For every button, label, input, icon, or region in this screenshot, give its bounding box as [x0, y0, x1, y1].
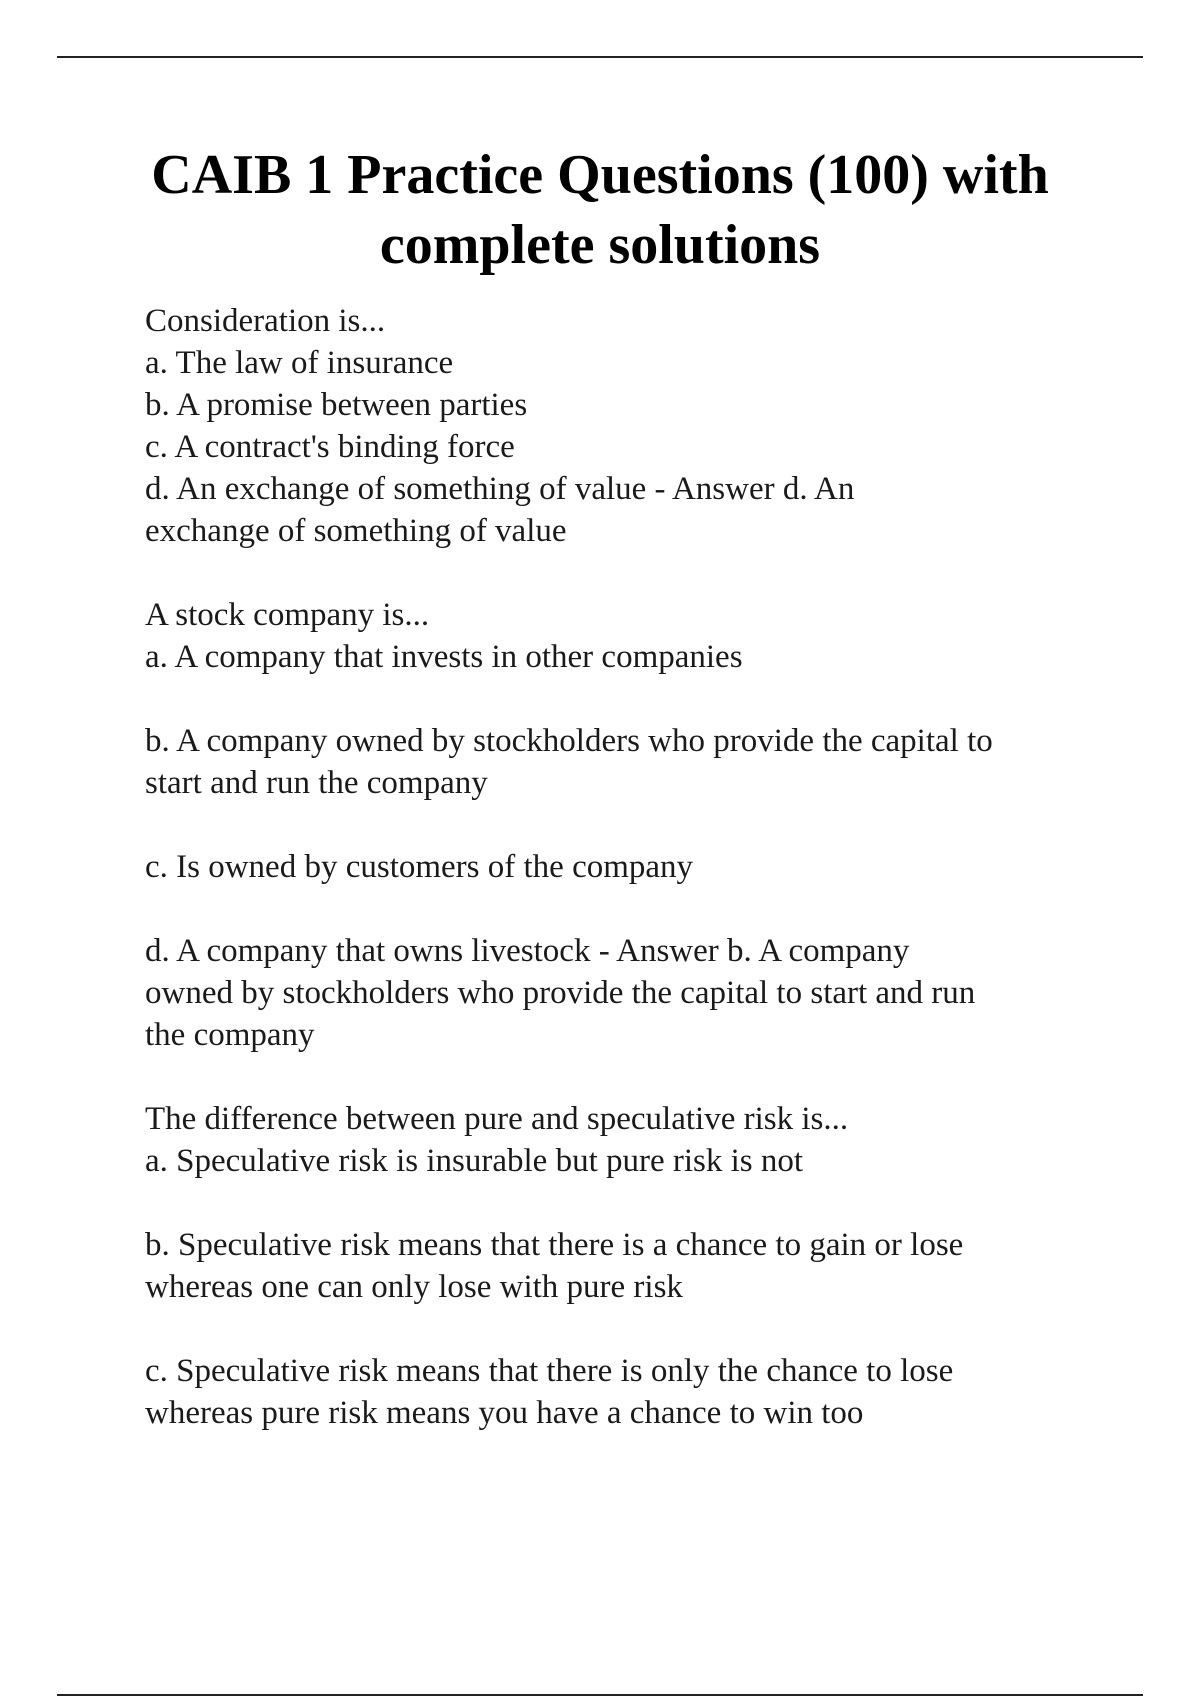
spacer: [145, 804, 1105, 846]
question-3-text: The difference between pure and speculative risk is...: [145, 1101, 849, 1137]
spacer: [145, 1182, 1105, 1224]
title-line-1: CAIB 1 Practice Questions (100) with: [151, 144, 1049, 206]
question-2-option-d-answer-line-3: the company: [145, 1017, 315, 1053]
question-1-option-d-answer-line-1: d. An exchange of something of value - Answer d. An: [145, 471, 855, 507]
bottom-divider: [57, 1694, 1143, 1696]
question-3-option-b-line-1: b. Speculative risk means that there is a chance to gain or lose: [145, 1227, 964, 1263]
question-3-option-c-line-1: c. Speculative risk means that there is only the chance to lose: [145, 1353, 954, 1389]
question-3-option-a: a. Speculative risk is insurable but pure risk is not: [145, 1143, 804, 1179]
question-3-option-c-line-2: whereas pure risk means you have a chance to win too: [145, 1395, 864, 1431]
spacer: [145, 1308, 1105, 1350]
question-2-text: A stock company is...: [145, 597, 430, 633]
spacer: [145, 552, 1105, 594]
question-2-option-b-line-2: start and run the company: [145, 765, 488, 801]
question-1-option-d-answer-line-2: exchange of something of value: [145, 513, 567, 549]
spacer: [145, 678, 1105, 720]
question-3-option-b-line-2: whereas one can only lose with pure risk: [145, 1269, 683, 1305]
question-2-option-c: c. Is owned by customers of the company: [145, 849, 694, 885]
question-1-option-b: b. A promise between parties: [145, 387, 528, 423]
question-2-option-b-line-1: b. A company owned by stockholders who provide the capital to: [145, 723, 993, 759]
top-divider: [57, 56, 1143, 58]
question-2-option-d-answer-line-1: d. A company that owns livestock - Answer b. A company: [145, 933, 910, 969]
question-1-option-c: c. A contract's binding force: [145, 429, 515, 465]
question-2-option-d-answer-line-2: owned by stockholders who provide the capital to start and run: [145, 975, 976, 1011]
document-body: [145, 300, 1105, 1434]
spacer: [145, 888, 1105, 930]
question-1-option-a: a. The law of insurance: [145, 345, 454, 381]
title-line-2: complete solutions: [379, 214, 821, 276]
spacer: [145, 1056, 1105, 1098]
question-1-text: Consideration is...: [145, 303, 386, 339]
question-2-option-a: a. A company that invests in other companies: [145, 639, 743, 675]
document-title: [100, 140, 1100, 280]
